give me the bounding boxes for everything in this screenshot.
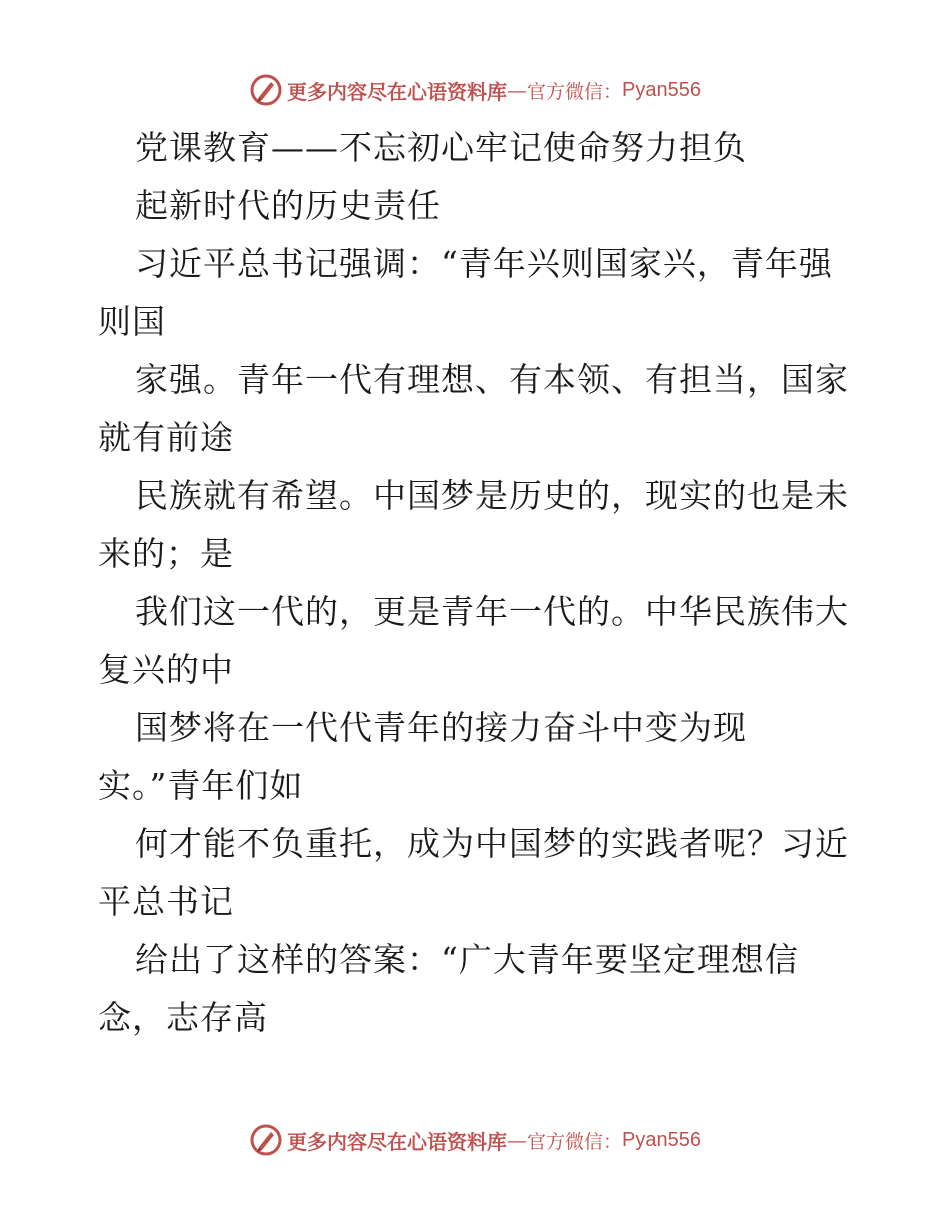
document-line: 国梦将在一代代青年的接力奋斗中变为现 — [135, 708, 747, 747]
watermark-wechat-label: 官方微信： — [527, 1130, 623, 1153]
document-line: 我们这一代的，更是青年一代的。中华民族伟大 — [135, 592, 849, 631]
watermark-wechat-label: 官方微信： — [527, 80, 623, 103]
document-line: 平总书记 — [98, 882, 234, 921]
document-line: 实。”青年们如 — [98, 766, 304, 805]
footer-watermark — [0, 1120, 950, 1160]
watermark-wechat-id: Pyan556 — [622, 1128, 701, 1151]
document-line: 家强。青年一代有理想、有本领、有担当，国家 — [135, 360, 849, 399]
document-line: 给出了这样的答案：“广大青年要坚定理想信 — [135, 940, 799, 979]
document-line: 起新时代的历史责任 — [135, 186, 441, 225]
document-line: 民族就有希望。中国梦是历史的，现实的也是未 — [135, 476, 849, 515]
document-line: 念，志存高 — [98, 998, 268, 1037]
watermark-site-text: 更多内容尽在心语资料库 — [287, 1129, 507, 1154]
document-line: 则国 — [98, 302, 166, 341]
watermark-wechat-id: Pyan556 — [622, 78, 701, 101]
watermark-separator: — — [507, 78, 527, 102]
document-line: 复兴的中 — [98, 650, 234, 689]
watermark-separator: — — [507, 1128, 527, 1152]
document-line: 习近平总书记强调：“青年兴则国家兴，青年强 — [135, 244, 833, 283]
watermark-site-text: 更多内容尽在心语资料库 — [287, 79, 507, 104]
pen-logo-icon — [249, 1123, 283, 1157]
document-line: 党课教育——不忘初心牢记使命努力担负 — [135, 128, 747, 167]
document-line: 来的；是 — [98, 534, 234, 573]
document-line: 就有前途 — [98, 418, 234, 457]
document-line: 何才能不负重托，成为中国梦的实践者呢？习近 — [135, 824, 849, 863]
